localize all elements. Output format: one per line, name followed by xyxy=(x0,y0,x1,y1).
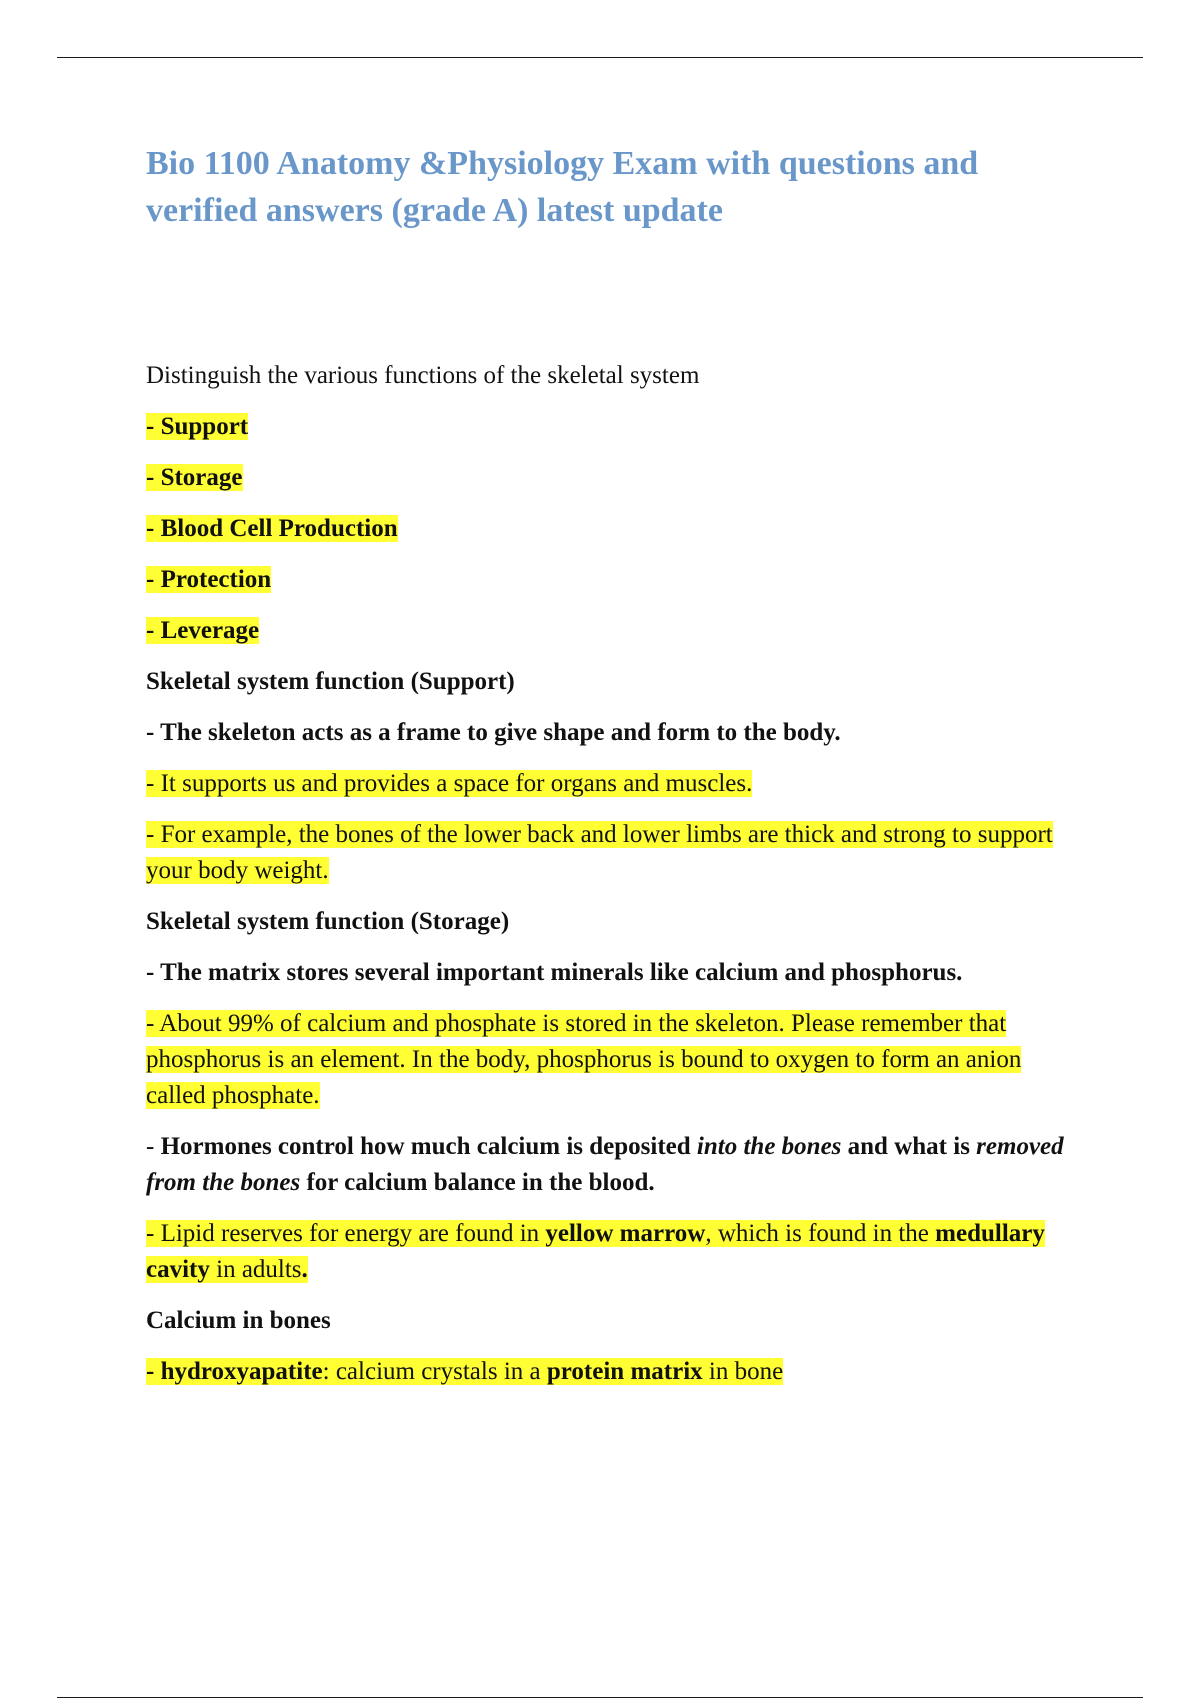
question-calcium-in-bones: Calcium in bones xyxy=(146,1307,331,1334)
bottom-rule xyxy=(57,1697,1143,1698)
answer-storage: - Storage xyxy=(146,464,243,491)
answer-blood-cell-production: - Blood Cell Production xyxy=(146,515,398,542)
answer-protection: - Protection xyxy=(146,566,272,593)
support-organs-statement: - It supports us and provides a space for organs and muscles. xyxy=(146,770,753,797)
answer-leverage: - Leverage xyxy=(146,617,260,644)
answer-support: - Support xyxy=(146,413,249,440)
document-page xyxy=(146,140,1086,1405)
top-rule xyxy=(57,57,1143,58)
document-body xyxy=(146,358,1086,1390)
storage-hormones-statement: - Hormones control how much calcium is deposited into the bones and what is removed from the bones for calcium balance in the blood. xyxy=(146,1133,1064,1196)
question-skeletal-functions: Distinguish the various functions of the skeletal system xyxy=(146,362,700,389)
support-example-statement: - For example, the bones of the lower back and lower limbs are thick and strong to support your body weight. xyxy=(146,821,1053,884)
support-frame-statement: - The skeleton acts as a frame to give shape and form to the body. xyxy=(146,719,841,746)
storage-lipid-statement: - Lipid reserves for energy are found in yellow marrow, which is found in the medullary cavity in adults. xyxy=(146,1220,1045,1283)
calcium-hydroxyapatite-statement: - hydroxyapatite: calcium crystals in a protein matrix in bone xyxy=(146,1358,784,1385)
document-title: Bio 1100 Anatomy &Physiology Exam with questions and verified answers (grade A) latest update xyxy=(146,145,979,229)
question-support-function: Skeletal system function (Support) xyxy=(146,668,515,695)
storage-calcium-statement: - About 99% of calcium and phosphate is stored in the skeleton. Please remember that phosphorus is an element. In the body, phosphorus is bound to oxygen to form an anion called phosphate. xyxy=(146,1010,1022,1109)
question-storage-function: Skeletal system function (Storage) xyxy=(146,908,510,935)
storage-matrix-statement: - The matrix stores several important minerals like calcium and phosphorus. xyxy=(146,959,963,986)
